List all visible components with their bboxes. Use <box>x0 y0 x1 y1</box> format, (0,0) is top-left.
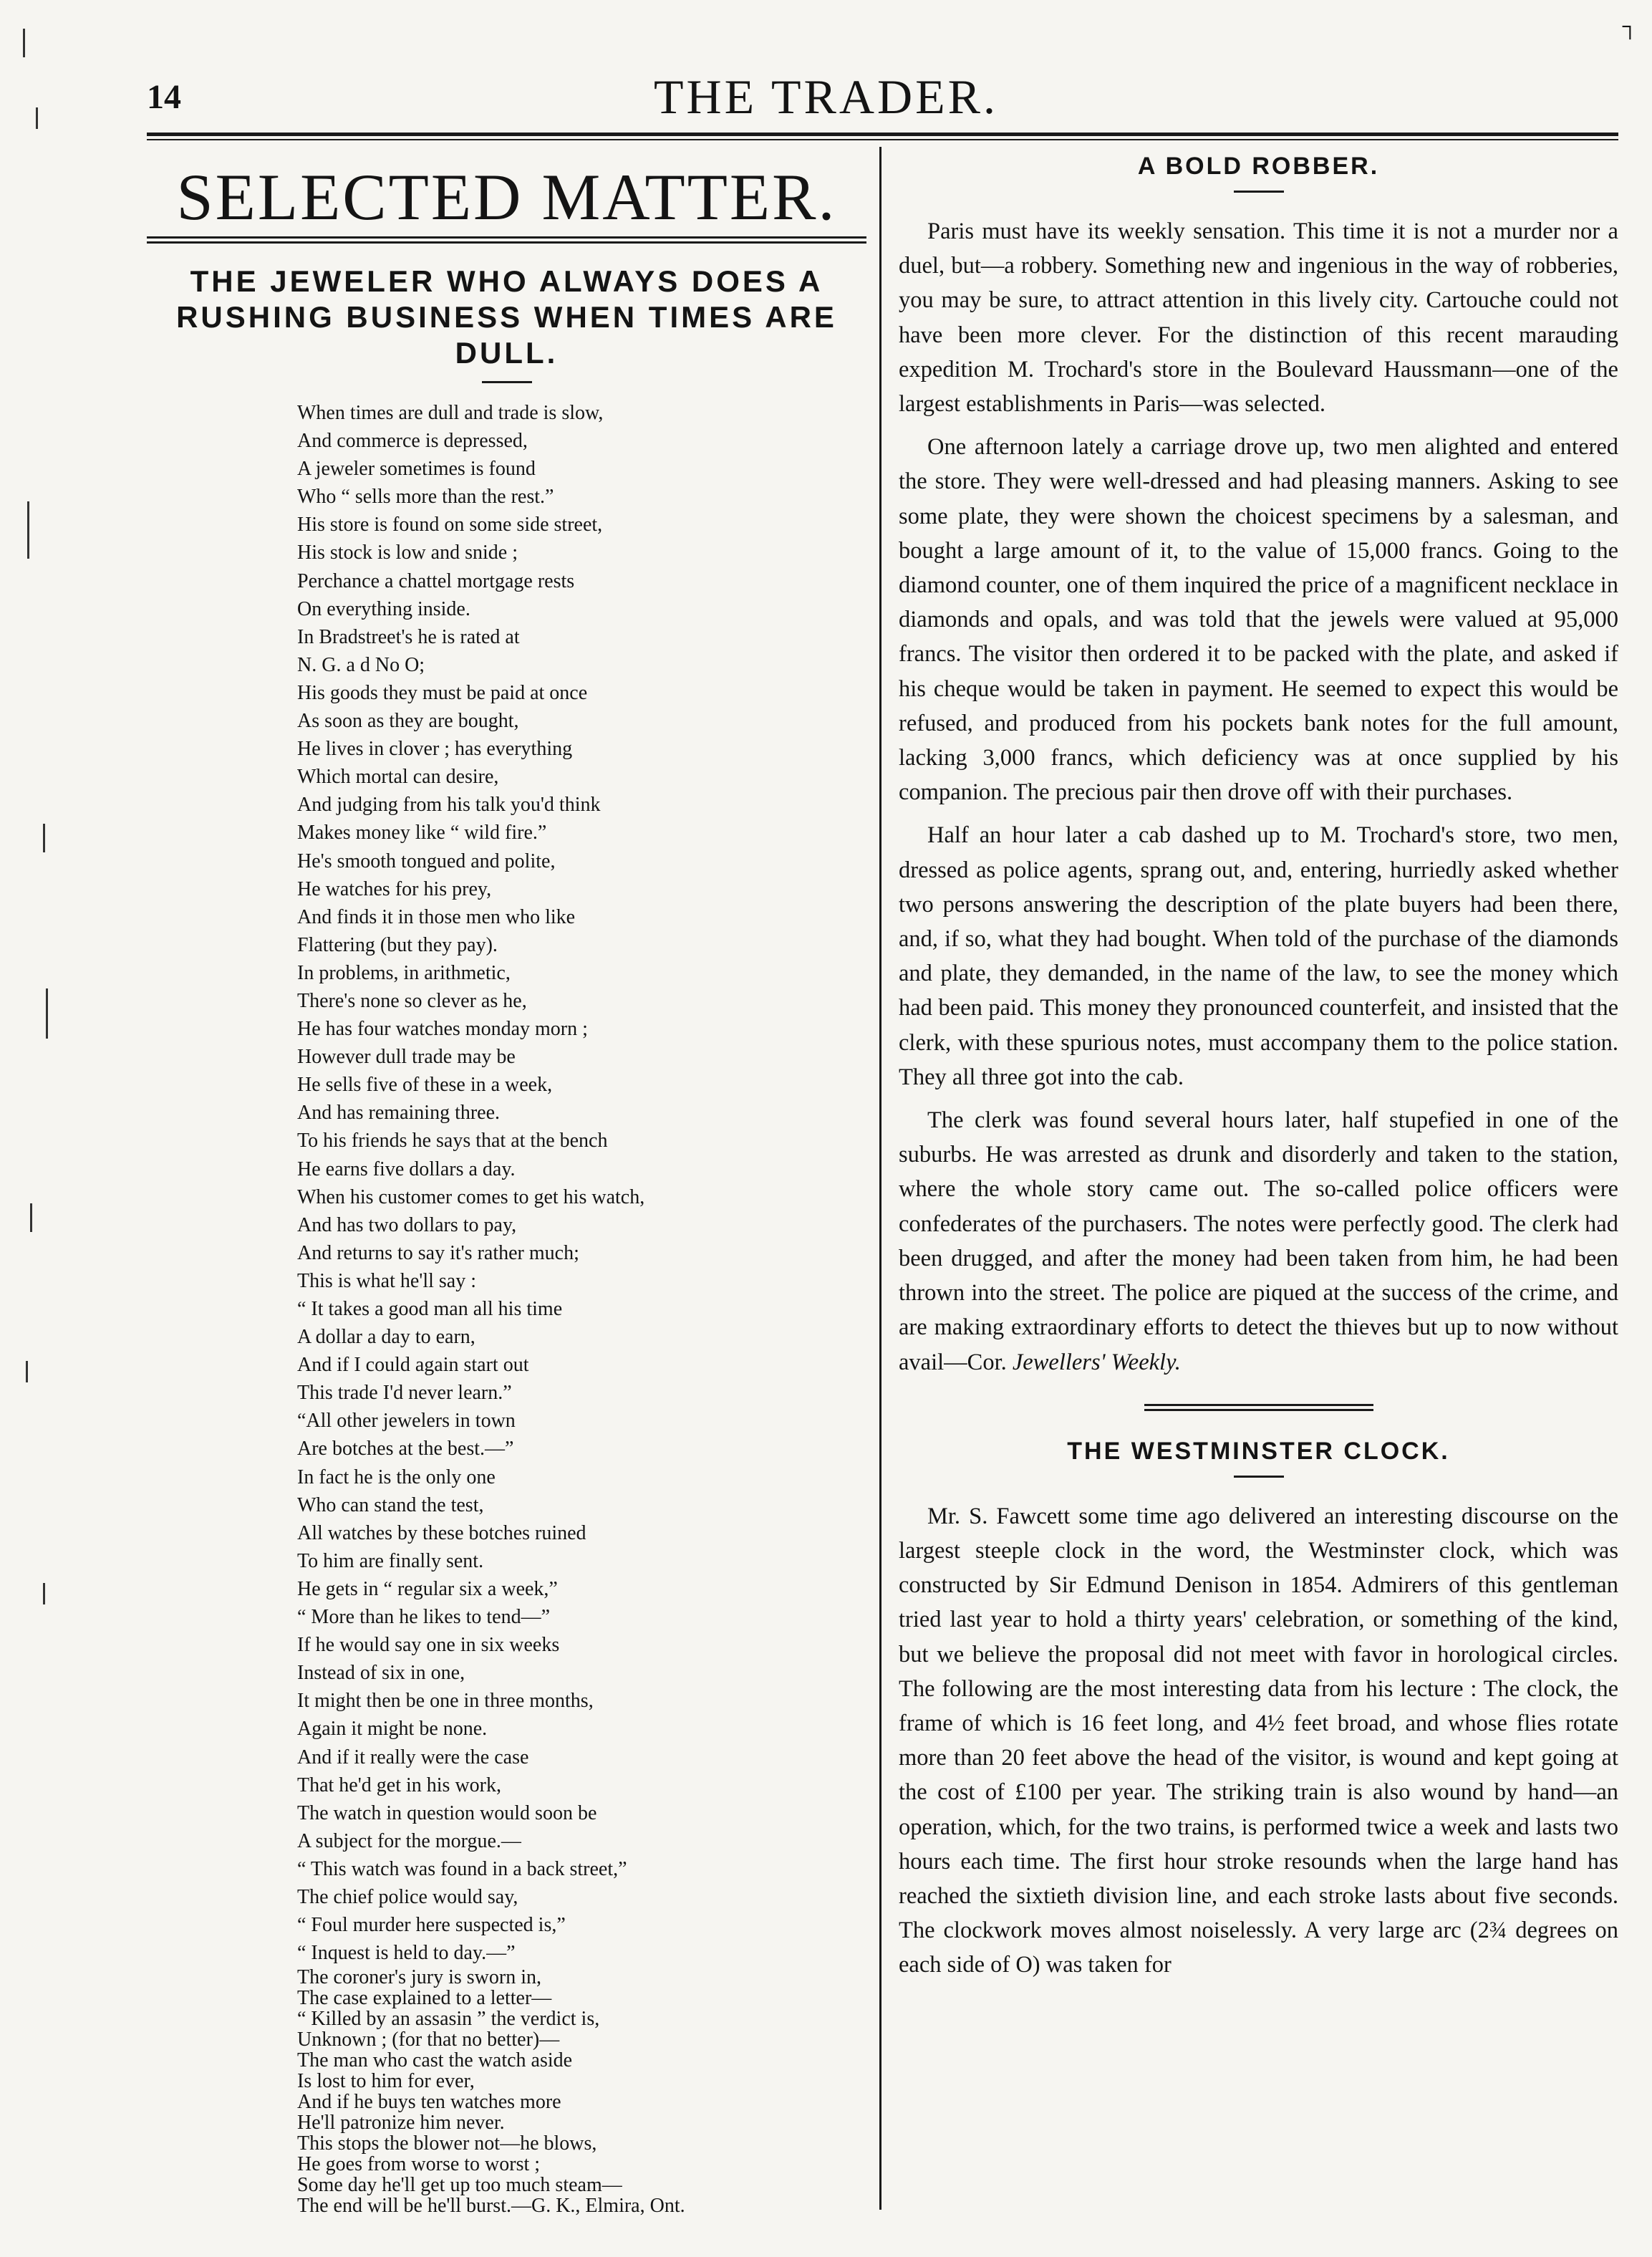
poem-line: Who can stand the test, <box>297 1493 484 1516</box>
poem-line: However dull trade may be <box>297 1046 516 1069</box>
masthead-title: THE TRADER. <box>654 69 998 124</box>
poem-line: All watches by these botches ruined <box>297 1521 586 1544</box>
poem-line: And if it really were the case <box>297 1746 529 1768</box>
article-paragraph: Mr. S. Fawcett some time ago delivered an interesting discourse on the largest steeple clock in the word, the Westminster clock, which was constructed by Sir Edmund Denison in 1854. Admirers of this gentleman tried last year to hold a thirty years' celebration, or something of the kind, but we believe the proposal did not meet with favor in horological circles. The following are the most interesting data from his lecture : The clock, the frame of which is 16 feet long, and 4½ feet broad, and whose flies rotate more than 20 feet above the head of the visitor, is wound and kept going at the cost of £100 per year. The striking train is also wound by hand—an operation, which, for the two trains, is performed twice a week and lasts two hours each time. The first hour stroke resounds when the large hand has reached the sixtieth division line, and each stroke lasts about five seconds. The clockwork moves almost noiselessly. A very large arc (2¾ degrees on each side of O) was taken for <box>899 1503 1618 1978</box>
poem-line: To him are finally sent. <box>297 1549 484 1572</box>
poem-line: And judging from his talk you'd think <box>297 794 601 817</box>
poem-line: This is what he'll say : <box>297 1269 477 1292</box>
poem-line: It might then be one in three months, <box>297 1690 594 1713</box>
poem-line: He goes from worse to worst ; <box>297 2153 541 2176</box>
poem-line: His stock is low and snide ; <box>297 542 518 564</box>
page-number: 14 <box>147 78 181 116</box>
section-rule <box>147 236 866 239</box>
poem-line: The coroner's jury is sworn in, <box>297 1966 541 1989</box>
poem-line: And if he buys ten watches more <box>297 2091 561 2114</box>
poem-line: “ Foul murder here suspected is,” <box>297 1914 566 1937</box>
poem-line: And returns to say it's rather much; <box>297 1241 579 1264</box>
poem-line: “All other jewelers in town <box>297 1410 516 1433</box>
article-paragraph: One afternoon lately a carriage drove up, two men alighted and entered the store. They were well-dressed and had pleasing manners. Asking to see some plate, they were shown the choicest specimens by a salesman, and bought a large amount of it, to the value of 15,000 francs. Going to the diamond counter, one of them inquired the price of a magnificent necklace in diamonds and opals, and was told that the jewels were valued at 95,000 francs. The visitor then ordered it to be packed with the plate, and asked if his cheque would be taken in payment. He seemed to expect this would be refused, and produced from his pockets bank notes for the full amount, lacking 3,000 francs, which deficiency was at once supplied by his companion. The precious pair then drove off with their purchases. <box>899 434 1618 806</box>
poem-line: He'll patronize him never. <box>297 2112 505 2135</box>
poem-line: And finds it in those men who like <box>297 905 576 928</box>
poem-line: Perchance a chattel mortgage rests <box>297 569 575 592</box>
poem-line: Which mortal can desire, <box>297 766 499 789</box>
poem-line: “ Inquest is held to day.—” <box>297 1942 516 1965</box>
title-dash <box>1234 191 1284 193</box>
corner-mark: ┐ <box>1622 14 1638 38</box>
poem-line: Again it might be none. <box>297 1718 488 1741</box>
poem-line: This trade I'd never learn.” <box>297 1382 512 1405</box>
article-title-bold-robber: A BOLD ROBBER. <box>1137 153 1380 180</box>
left-column <box>147 150 866 2216</box>
poem-line: Makes money like “ wild fire.” <box>297 822 547 844</box>
poem-line: If he would say one in six weeks <box>297 1634 560 1657</box>
title-dash <box>1234 1476 1284 1478</box>
poem-line: He sells five of these in a week, <box>297 1074 553 1097</box>
poem-line: A jeweler sometimes is found <box>297 458 536 481</box>
poem-line: A dollar a day to earn, <box>297 1326 475 1349</box>
poem-line: And has two dollars to pay, <box>297 1213 517 1236</box>
poem-title: THE JEWELER WHO ALWAYS DOES A RUSHING BUSINESS WHEN TIMES ARE DULL. <box>176 264 837 370</box>
poem-line: As soon as they are bought, <box>297 710 519 733</box>
poem-line: He lives in clover ; has everything <box>297 738 573 761</box>
poem-line: And commerce is depressed, <box>297 430 528 453</box>
article-credit: Jewellers' Weekly. <box>1012 1349 1181 1375</box>
header-rule-thin <box>147 139 1618 140</box>
poem-line: The man who cast the watch aside <box>297 2049 573 2072</box>
poem-line: A subject for the morgue.— <box>297 1829 521 1852</box>
poem-line: The watch in question would soon be <box>297 1801 597 1824</box>
poem-line: Is lost to him for ever, <box>297 2070 475 2093</box>
poem-line: N. G. a d No O; <box>297 653 425 676</box>
poem-line: In fact he is the only one <box>297 1466 496 1488</box>
poem-line: Some day he'll get up too much steam— <box>297 2174 622 2197</box>
poem-line: He gets in “ regular six a week,” <box>297 1577 558 1600</box>
header-rule <box>147 133 1618 136</box>
poem-line: Unknown ; (for that no better)— <box>297 2029 560 2051</box>
poem-line: The chief police would say, <box>297 1885 518 1908</box>
poem-line: In problems, in arithmetic, <box>297 961 511 984</box>
poem-line: Instead of six in one, <box>297 1662 465 1685</box>
poem-line: This stops the blower not—he blows, <box>297 2132 597 2155</box>
poem-line: On everything inside. <box>297 597 470 620</box>
poem-line: “ This watch was found in a back street,” <box>297 1857 627 1880</box>
poem-body <box>297 399 866 2216</box>
article-paragraph: Paris must have its weekly sensation. This time it is not a murder nor a duel, but—a robbery. Something new and ingenious in the way of robberies, you may be sure, to attract attention in this lively city. Cartouche could not have been more clever. For the distinction of this recent marauding expedition M. Trochard's store in the Boulevard Haussmann—one of the largest establishments in Paris—was selected. <box>899 218 1618 418</box>
article-paragraph-text: The clerk was found several hours later, half stupefied in one of the suburbs. He was arrested as drunk and disorderly and taken to the station, where the whole story came out. The so-called police officers were confederates of the purchasers. The notes were perfectly good. The clerk had been drugged, and after the money had been taken from him, he had been thrown into the street. The police are piqued at the success of the crime, and are making extraordinary efforts to detect the thieves but up to now without avail—Cor. <box>899 1107 1618 1375</box>
poem-line: And has remaining three. <box>297 1102 501 1125</box>
poem-line: He's smooth tongued and polite, <box>297 850 556 872</box>
poem-line: That he'd get in his work, <box>297 1774 501 1796</box>
poem-line: Flattering (but they pay). <box>297 933 498 956</box>
article-title-westminster-clock: THE WESTMINSTER CLOCK. <box>1067 1437 1450 1465</box>
section-rule-2 <box>147 241 866 244</box>
poem-line: He has four watches monday morn ; <box>297 1018 588 1041</box>
column-divider <box>879 147 881 2210</box>
section-title: SELECTED MATTER. <box>176 160 837 234</box>
binding-margin <box>14 0 57 2257</box>
poem-line: His goods they must be paid at once <box>297 681 588 704</box>
poem-line: He earns five dollars a day. <box>297 1158 516 1180</box>
poem-line: When times are dull and trade is slow, <box>297 402 604 424</box>
poem-line: The end will be he'll burst.—G. K., Elmira, Ont. <box>297 2195 685 2218</box>
title-dash <box>482 381 532 383</box>
poem-line: To his friends he says that at the bench <box>297 1130 608 1152</box>
poem-line: His store is found on some side street, <box>297 514 603 536</box>
poem-line: “ Killed by an assasin ” the verdict is, <box>297 2008 600 2031</box>
article-paragraph: Half an hour later a cab dashed up to M. Trochard's store, two men, dressed as police agents, sprang out, and, entering, hurriedly asked whether two persons answering the description of the plate buyers had been there, and, if so, what they had bought. When told of the purchase of the diamonds and plate, they demanded, in the name of the law, to see the money which had been paid. This money they pronounced counterfeit, and insisted that the clerk, with these spurious notes, must accompany them to the police station. They all three got into the cab. <box>899 822 1618 1090</box>
poem-line: In Bradstreet's he is rated at <box>297 625 520 648</box>
poem-line: “ It takes a good man all his time <box>297 1298 563 1320</box>
poem-line: The case explained to a letter— <box>297 1987 552 2010</box>
poem-line: “ More than he likes to tend—” <box>297 1606 551 1629</box>
right-column <box>899 150 1618 1991</box>
poem-line: He watches for his prey, <box>297 877 492 900</box>
poem-line: When his customer comes to get his watch, <box>297 1185 645 1208</box>
article-separator <box>1144 1404 1373 1411</box>
poem-line: And if I could again start out <box>297 1354 529 1377</box>
poem-line: Are botches at the best.—” <box>297 1438 514 1460</box>
article-paragraph <box>899 1103 1618 1380</box>
poem-line: There's none so clever as he, <box>297 989 527 1012</box>
poem-line: Who “ sells more than the rest.” <box>297 486 554 509</box>
